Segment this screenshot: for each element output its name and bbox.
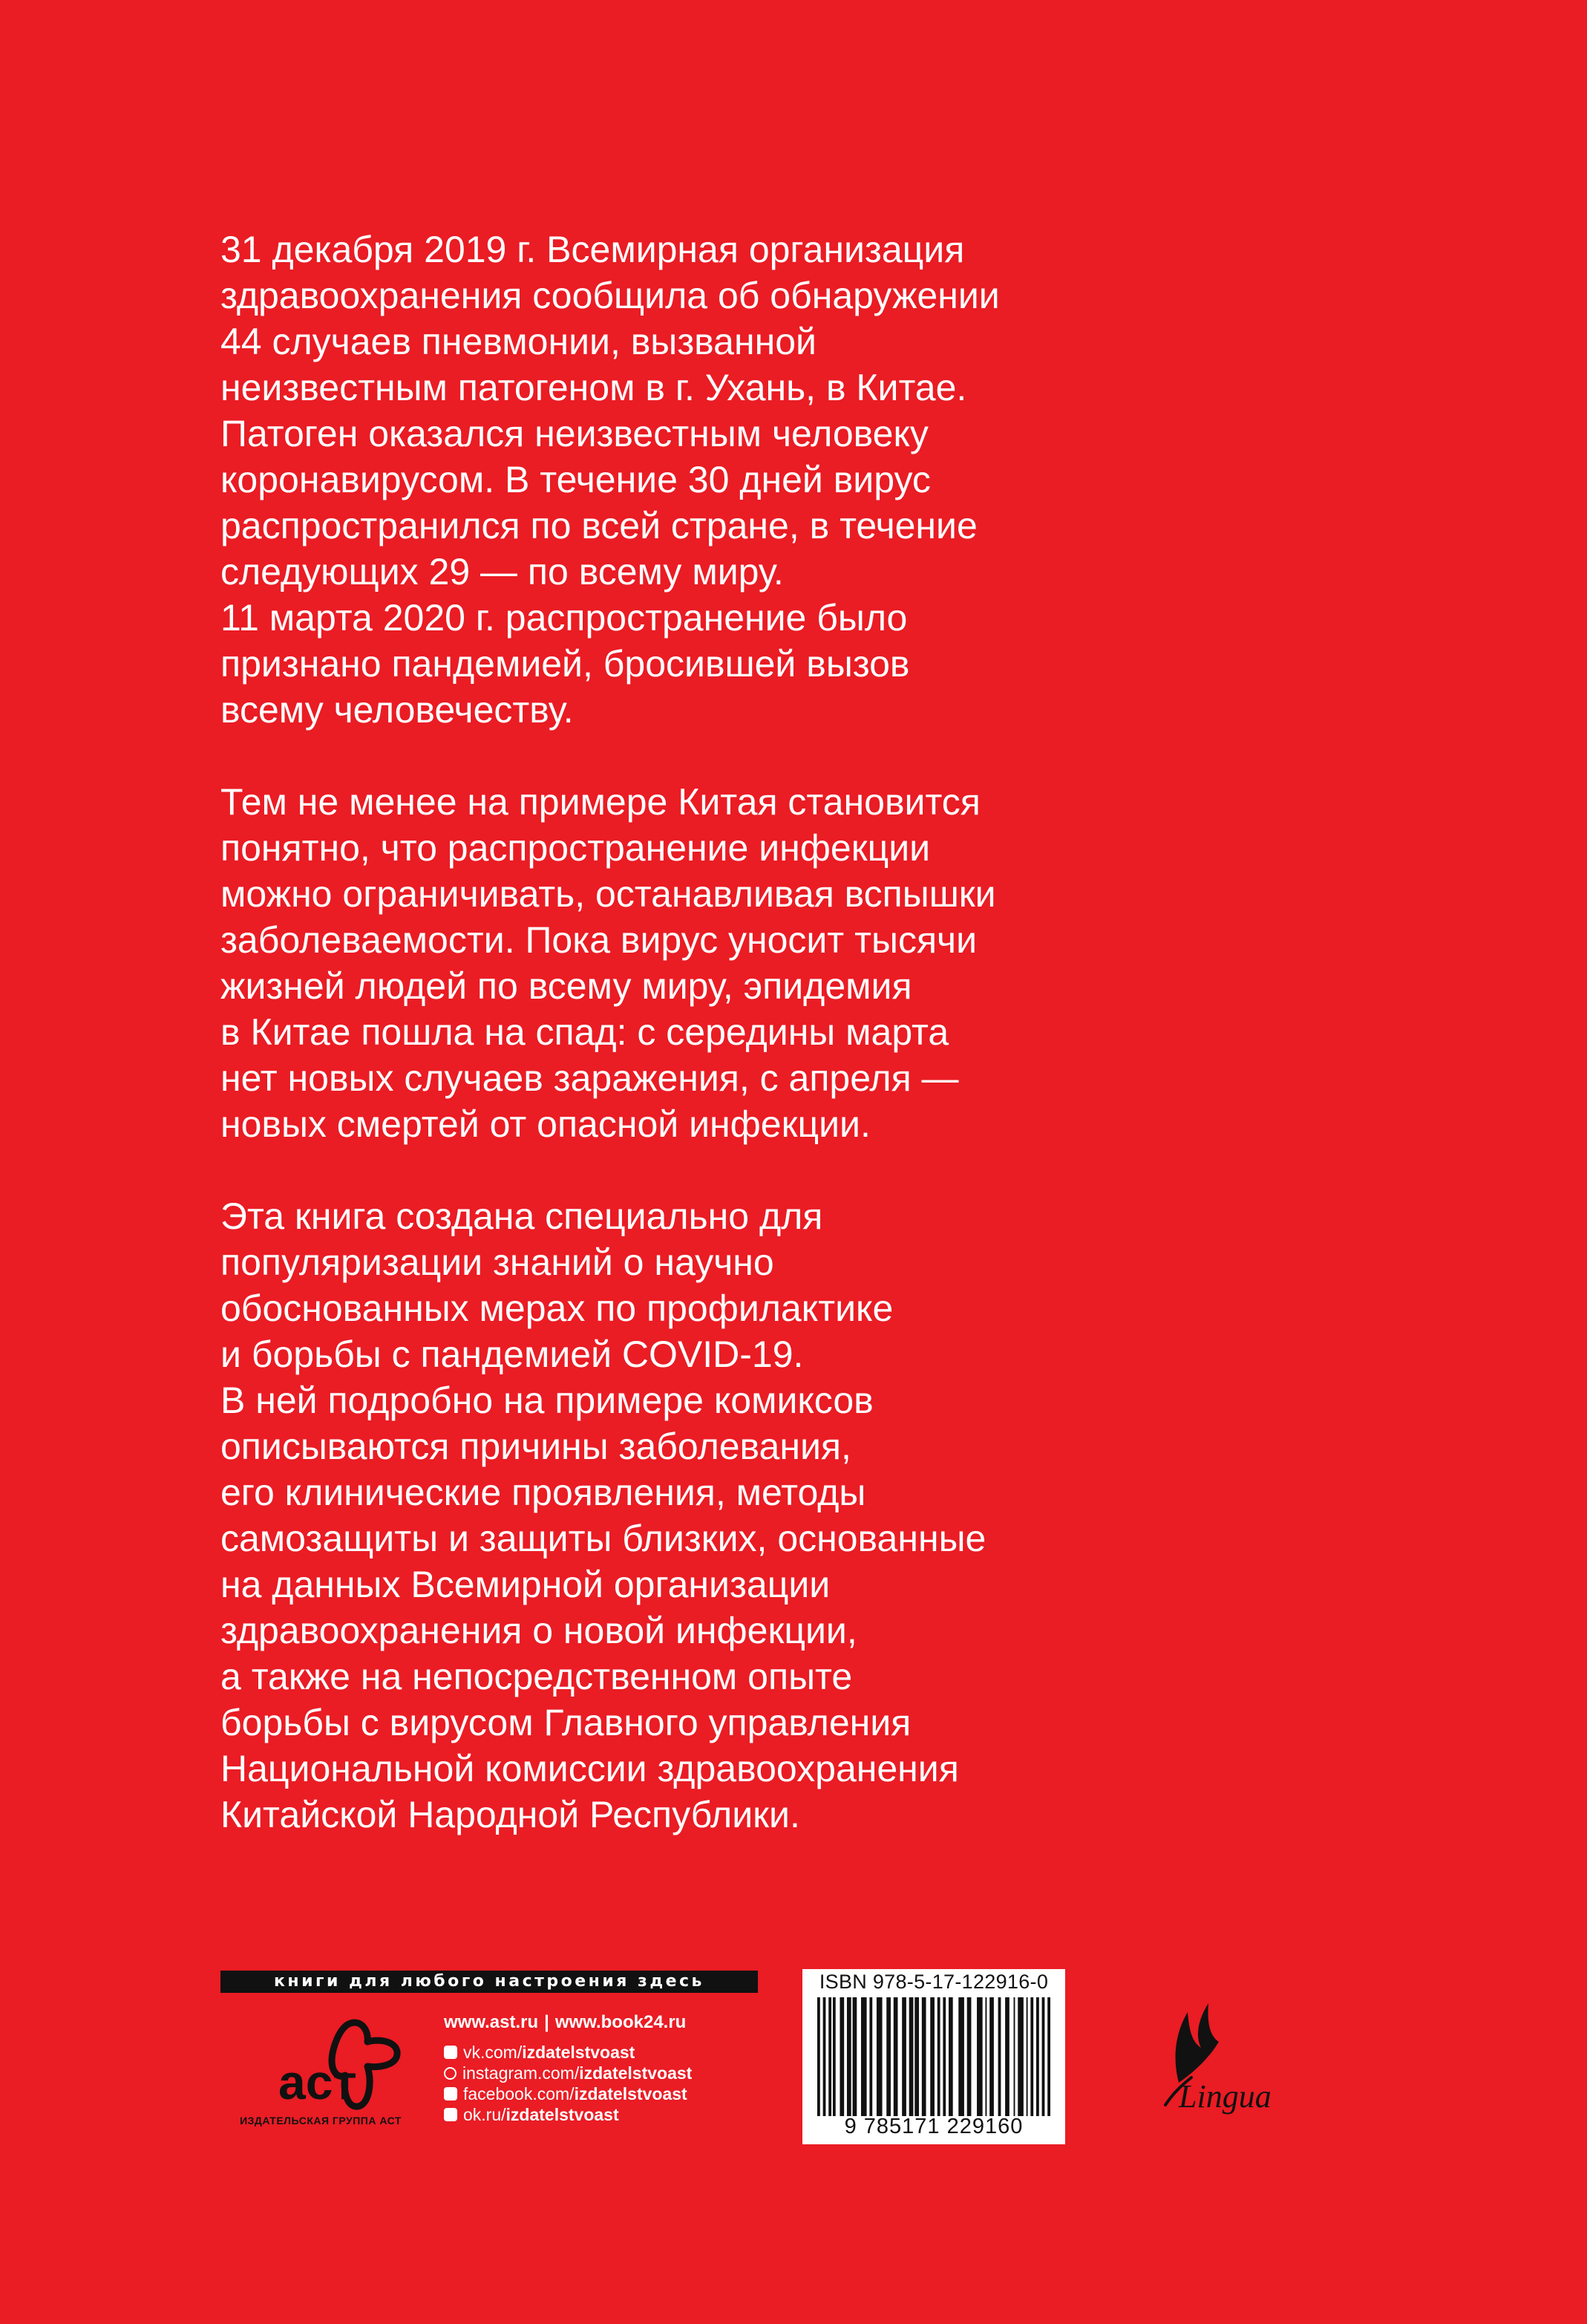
text-line: неизвестным патогеном в г. Ухань, в Китае. (220, 367, 967, 408)
text-line: заболеваемости. Пока вирус уносит тысячи (220, 919, 977, 961)
text-line: Китайской Народной Республики. (220, 1794, 800, 1835)
text-line: его клинические проявления, методы (220, 1472, 866, 1513)
social-handle: izdatelstvoast (505, 2105, 619, 2124)
text-line: Эта книга создана специально для (220, 1195, 823, 1237)
odnoklassniki-icon (444, 2108, 457, 2121)
barcode (817, 1997, 1050, 2116)
barcode-bar (985, 1997, 986, 2116)
barcode-bar (949, 1997, 953, 2116)
text-line: в Китае пошла на спад: с середины марта (220, 1011, 949, 1053)
text-line: коронавирусом. В течение 30 дней вирус (220, 459, 931, 500)
text-line: описываются причины заболевания, (220, 1426, 851, 1467)
barcode-bar (967, 1997, 972, 2116)
lingua-logo-text: Lingua (1179, 2078, 1272, 2115)
websites (444, 2012, 686, 2033)
barcode-bar (914, 1997, 919, 2116)
lingua-logo (1121, 1990, 1314, 2138)
text-line: Тем не менее на примере Китая становится (220, 781, 981, 823)
social-handle: izdatelstvoast (574, 2084, 687, 2103)
social-link-odnoklassniki[interactable] (444, 2104, 692, 2125)
facebook-icon (444, 2087, 457, 2101)
ast-logo-text: аст (278, 2054, 357, 2109)
publisher-name: ИЗДАТЕЛЬСКАЯ ГРУППА АСТ (240, 2115, 402, 2126)
separator: | (544, 2012, 549, 2032)
social-handle: izdatelstvoast (579, 2063, 693, 2083)
text-line: 11 марта 2020 г. распространение было (220, 597, 908, 639)
barcode-bar (977, 1997, 983, 2116)
barcode-bar (817, 1997, 820, 2116)
text-line: самозащиты и защиты близких, основанные (220, 1518, 986, 1559)
ast-logo-icon (220, 2008, 421, 2116)
barcode-bar (1018, 1997, 1024, 2116)
paragraph-2 (220, 779, 1378, 1147)
social-prefix: facebook.com/ (463, 2084, 575, 2103)
social-link-facebook[interactable] (444, 2083, 692, 2104)
social-link-vk[interactable] (444, 2042, 692, 2063)
paragraph-1 (220, 226, 1378, 733)
text-line: всему человечеству. (220, 689, 574, 731)
barcode-bar (840, 1997, 844, 2116)
text-line: нет новых случаев заражения, с апреля — (220, 1057, 959, 1099)
barcode-bar (1030, 1997, 1033, 2116)
barcode-bar (853, 1997, 857, 2116)
text-line: В ней подробно на примере комиксов (220, 1380, 874, 1421)
barcode-bar (877, 1997, 883, 2116)
text-line: жизней людей по всему миру, эпидемия (220, 965, 912, 1007)
text-line: здравоохранения сообщила об обнаружении (220, 275, 1000, 316)
barcode-bar (1036, 1997, 1039, 2116)
barcode-bar (1047, 1997, 1050, 2116)
barcode-bar (902, 1997, 906, 2116)
text-line: новых смертей от опасной инфекции. (220, 1103, 871, 1145)
barcode-bar (922, 1997, 926, 2116)
text-line: на данных Всемирной организации (220, 1564, 831, 1605)
text-line: Национальной комиссии здравоохранения (220, 1748, 959, 1789)
barcode-digits: 9 785171 229160 (844, 2115, 1024, 2138)
social-handle: izdatelstvoast (522, 2043, 635, 2062)
text-line: популяризации знаний о научно (220, 1241, 774, 1283)
text-line: борьбы с вирусом Главного управления (220, 1702, 912, 1743)
barcode-bar (998, 1997, 1001, 2116)
text-line: а также на непосредственном опыте (220, 1656, 853, 1697)
text-line: следующих 29 — по всему миру. (220, 551, 784, 593)
text-line: и борьбы с пандемией COVID-19. (220, 1334, 804, 1375)
barcode-bar (943, 1997, 946, 2116)
tagline-bar: книги для любого настроения здесь (220, 1971, 758, 1993)
social-links (444, 2042, 692, 2125)
text-line: распространился по всей стране, в течение (220, 505, 978, 546)
barcode-bar (1005, 1997, 1010, 2116)
text-line: обоснованных мерах по профилактике (220, 1287, 894, 1329)
barcode-bar (886, 1997, 891, 2116)
instagram-icon (444, 2067, 457, 2080)
social-prefix: instagram.com/ (462, 2063, 580, 2083)
barcode-bar (828, 1997, 831, 2116)
barcode-bar (833, 1997, 836, 2116)
text-line: Патоген оказался неизвестным человеку (220, 413, 929, 454)
social-link-instagram[interactable] (444, 2063, 692, 2083)
text-line: здравоохранения о новой инфекции, (220, 1610, 857, 1651)
text-line: понятно, что распространение инфекции (220, 827, 931, 869)
social-prefix: vk.com/ (463, 2043, 523, 2062)
barcode-box (802, 1969, 1065, 2144)
vk-icon (444, 2046, 457, 2059)
paragraph-3 (220, 1193, 1378, 1838)
text-line: 44 случаев пневмонии, вызванной (220, 321, 817, 362)
lingua-logo-icon (1121, 1990, 1314, 2138)
barcode-bar (1014, 1997, 1015, 2116)
website-link[interactable]: www.ast.ru (444, 2012, 539, 2032)
barcode-bar (869, 1997, 872, 2116)
website-link[interactable]: www.book24.ru (554, 2012, 687, 2032)
isbn-label: ISBN 978-5-17-122916-0 (819, 1971, 1049, 1993)
barcode-bar (1042, 1997, 1045, 2116)
barcode-bar (1027, 1997, 1028, 2116)
barcode-bar (861, 1997, 867, 2116)
barcode-bar (938, 1997, 940, 2116)
barcode-bar (909, 1997, 914, 2116)
barcode-bar (823, 1997, 826, 2116)
barcode-bar (930, 1997, 935, 2116)
back-cover-text (220, 226, 1378, 1884)
barcode-bar (958, 1997, 964, 2116)
text-line: 31 декабря 2019 г. Всемирная организация (220, 229, 965, 270)
barcode-bar (847, 1997, 851, 2116)
text-line: можно ограничивать, останавливая вспышки (220, 873, 996, 915)
text-line: признано пандемией, бросившей вызов (220, 643, 910, 685)
barcode-bar (894, 1997, 898, 2116)
barcode-bar (989, 1997, 994, 2116)
social-prefix: ok.ru/ (463, 2105, 506, 2124)
